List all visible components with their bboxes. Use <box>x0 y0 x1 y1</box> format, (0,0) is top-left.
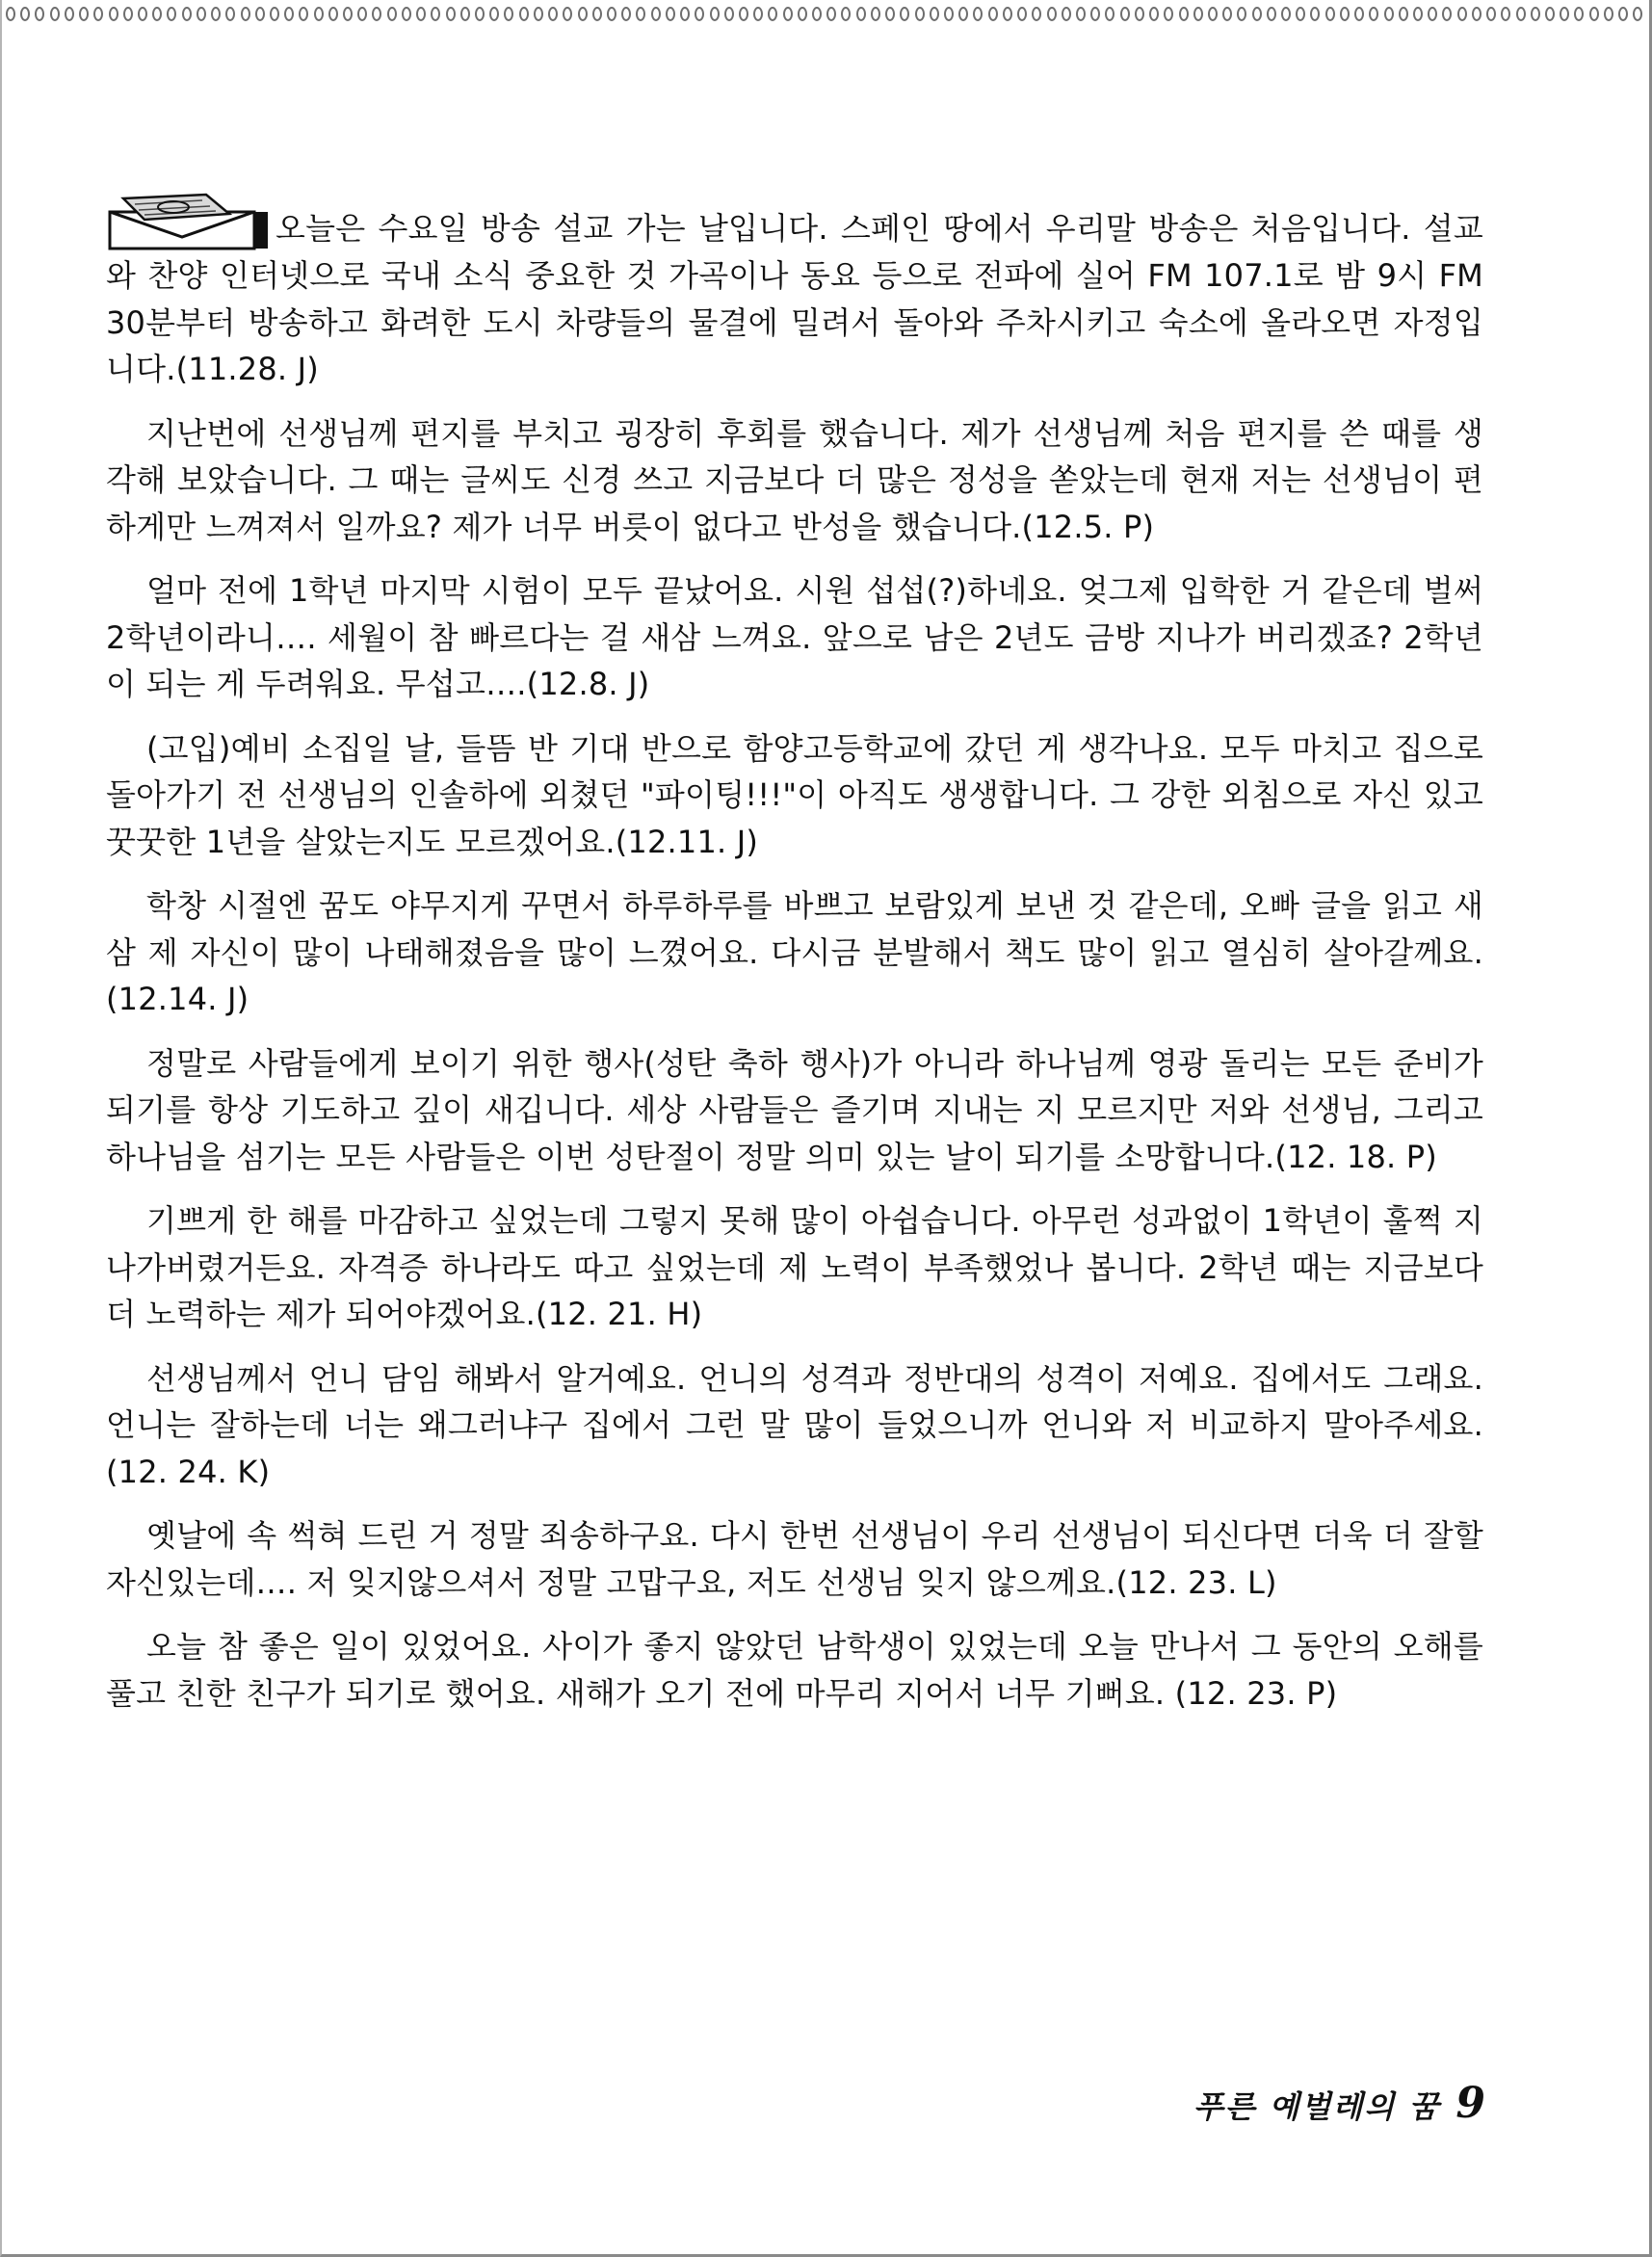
binding-ring <box>1604 7 1613 21</box>
binding-ring <box>431 7 440 21</box>
binding-ring <box>607 7 616 21</box>
binding-ring <box>167 7 176 21</box>
binding-ring <box>475 7 485 21</box>
binding-ring <box>1193 7 1203 21</box>
binding-ring <box>1369 7 1378 21</box>
binding-ring <box>856 7 866 21</box>
paragraph-8: 선생님께서 언니 담임 해봐서 알거예요. 언니의 성격과 정반대의 성격이 저예요. 집에서도 그래요. 언니는 잘하는데 너는 왜그러냐구 집에서 그런 말 많이 들었으니까 언니와 저 비교하지 말아주세요.(12. 24. K) <box>106 1359 1483 1490</box>
binding-ring <box>241 7 250 21</box>
binding-ring <box>621 7 631 21</box>
binding-ring <box>915 7 925 21</box>
binding-ring <box>1413 7 1423 21</box>
binding-ring <box>944 7 954 21</box>
binding-ring <box>255 7 265 21</box>
binding-ring <box>1472 7 1482 21</box>
binding-ring <box>79 7 89 21</box>
binding-ring <box>1574 7 1584 21</box>
paragraph-3: 얼마 전에 1학년 마지막 시험이 모두 끝났어요. 시원 섭섭(?)하네요. 엊그제 입학한 거 같은데 벌써 2학년이라니…. 세월이 참 빠르다는 걸 새삼 느껴요. 앞으로 남은 2년도 금방 지나가 버리겠죠? 2학년이 되는 게 두려워요. 무섭고….(12.8. J) <box>106 572 1483 702</box>
paragraph-6: 정말로 사람들에게 보이기 위한 행사(성탄 축하 행사)가 아니라 하나님께 영광 돌리는 모든 준비가 되기를 항상 기도하고 깊이 새깁니다. 세상 사람들은 즐기며 지내는 지 모르지만 저와 선생님, 그리고 하나님을 섬기는 모든 사람들은 이번 성탄절이 정말 의미 있는 날이 되기를 소망합니다.(12. 18. P) <box>106 1044 1483 1175</box>
binding-ring <box>1399 7 1408 21</box>
binding-ring <box>841 7 851 21</box>
binding-ring <box>1164 7 1173 21</box>
binding-ring <box>680 7 690 21</box>
binding-ring <box>314 7 324 21</box>
binding-ring <box>138 7 147 21</box>
binding-ring <box>1428 7 1437 21</box>
binding-ring <box>372 7 381 21</box>
binding-ring <box>1325 7 1335 21</box>
binding-ring <box>739 7 748 21</box>
binding-ring <box>798 7 807 21</box>
binding-ring <box>636 7 645 21</box>
binding-ring <box>446 7 456 21</box>
binding-ring <box>563 7 572 21</box>
binding-ring <box>123 7 133 21</box>
binding-ring <box>416 7 426 21</box>
binding-ring <box>1486 7 1496 21</box>
binding-ring <box>1618 7 1628 21</box>
binding-ring <box>578 7 588 21</box>
binding-ring <box>284 7 294 21</box>
binding-ring <box>1208 7 1218 21</box>
binding-ring <box>1076 7 1086 21</box>
binding-ring <box>65 7 74 21</box>
paragraph-4: (고입)예비 소집일 날, 들뜸 반 기대 반으로 함양고등학교에 갔던 게 생각나요. 모두 마치고 집으로 돌아가기 전 선생님의 인솔하에 외쳤던 "파이팅!!!"이 아직도 생생합니다. 그 강한 외침으로 자신 있고 꿋꿋한 1년을 살았는지도 모르겠어요.(12.11. J) <box>106 729 1483 860</box>
binding-ring <box>1633 7 1642 21</box>
binding-ring <box>6 7 15 21</box>
paragraph-1 <box>106 193 1483 393</box>
binding-ring <box>519 7 529 21</box>
spiral-binding <box>6 4 1643 23</box>
binding-ring <box>753 7 763 21</box>
binding-ring <box>1531 7 1540 21</box>
binding-ring <box>1296 7 1305 21</box>
binding-ring <box>1310 7 1320 21</box>
binding-ring <box>211 7 221 21</box>
binding-ring <box>783 7 793 21</box>
envelope-icon <box>106 193 272 252</box>
binding-ring <box>988 7 998 21</box>
binding-ring <box>35 7 44 21</box>
binding-ring <box>1003 7 1012 21</box>
binding-ring <box>885 7 895 21</box>
binding-ring <box>826 7 836 21</box>
binding-ring <box>930 7 939 21</box>
binding-ring <box>695 7 704 21</box>
binding-ring <box>357 7 367 21</box>
binding-ring <box>548 7 558 21</box>
binding-ring <box>1384 7 1394 21</box>
binding-ring <box>768 7 777 21</box>
binding-ring <box>1222 7 1232 21</box>
binding-ring <box>270 7 279 21</box>
binding-ring <box>724 7 734 21</box>
page-number: 9 <box>1455 2079 1485 2128</box>
binding-ring <box>20 7 30 21</box>
binding-ring <box>1135 7 1144 21</box>
binding-ring <box>1442 7 1452 21</box>
binding-ring <box>1340 7 1350 21</box>
paragraph-10: 오늘 참 좋은 일이 있었어요. 사이가 좋지 않았던 남학생이 있었는데 오늘 만나서 그 동안의 오해를 풀고 친한 친구가 되기로 했어요. 새해가 오기 전에 마무리 지어서 너무 기뻐요. (12. 23. P) <box>106 1628 1483 1712</box>
binding-ring <box>1457 7 1467 21</box>
binding-ring <box>50 7 60 21</box>
binding-ring <box>1516 7 1526 21</box>
binding-ring <box>504 7 513 21</box>
binding-ring <box>402 7 411 21</box>
binding-ring <box>1062 7 1071 21</box>
binding-ring <box>1017 7 1027 21</box>
binding-ring <box>666 7 675 21</box>
binding-ring <box>1545 7 1555 21</box>
binding-ring <box>1560 7 1569 21</box>
binding-ring <box>651 7 661 21</box>
binding-ring <box>1252 7 1262 21</box>
binding-ring <box>299 7 308 21</box>
binding-ring <box>1589 7 1599 21</box>
binding-ring <box>93 7 103 21</box>
binding-ring <box>534 7 543 21</box>
book-title: 푸른 예벌레의 꿈 <box>1193 2088 1441 2125</box>
binding-ring <box>387 7 397 21</box>
binding-ring <box>1090 7 1100 21</box>
binding-ring <box>1120 7 1130 21</box>
binding-ring <box>1047 7 1057 21</box>
article-body <box>106 193 1483 1734</box>
binding-ring <box>1501 7 1510 21</box>
binding-ring <box>900 7 909 21</box>
binding-ring <box>1354 7 1364 21</box>
binding-ring <box>328 7 338 21</box>
binding-ring <box>1179 7 1189 21</box>
binding-ring <box>958 7 968 21</box>
binding-ring <box>973 7 983 21</box>
binding-ring <box>710 7 720 21</box>
binding-ring <box>812 7 822 21</box>
binding-ring <box>1149 7 1159 21</box>
paragraph-text: 오늘은 수요일 방송 설교 가는 날입니다. 스페인 땅에서 우리말 방송은 처음입니다. 설교와 찬양 인터넷으로 국내 소식 중요한 것 가곡이나 동요 등으로 전파에 실어 FM 107.1로 밤 9시 FM 30분부터 방송하고 화려한 도시 차량들의 물결에 밀려서 돌아와 주차시키고 숙소에 올라오면 자정입니다.(11.28. J) <box>106 210 1483 387</box>
binding-ring <box>1237 7 1246 21</box>
binding-ring <box>1267 7 1276 21</box>
binding-ring <box>225 7 235 21</box>
binding-ring <box>871 7 880 21</box>
binding-ring <box>460 7 470 21</box>
binding-ring <box>152 7 162 21</box>
binding-ring <box>1032 7 1041 21</box>
binding-ring <box>182 7 192 21</box>
binding-ring <box>592 7 602 21</box>
paragraph-5: 학창 시절엔 꿈도 야무지게 꾸면서 하루하루를 바쁘고 보람있게 보낸 것 같은데, 오빠 글을 읽고 새삼 제 자신이 많이 나태해졌음을 많이 느꼈어요. 다시금 분발해서 책도 많이 읽고 열심히 살아갈께요.(12.14. J) <box>106 887 1483 1017</box>
binding-ring <box>109 7 118 21</box>
paragraph-2: 지난번에 선생님께 편지를 부치고 굉장히 후회를 했습니다. 제가 선생님께 처음 편지를 쓴 때를 생각해 보았습니다. 그 때는 글씨도 신경 쓰고 지금보다 더 많은 정성을 쏟았는데 현재 저는 선생님이 편하게만 느껴져서 일까요? 제가 너무 버릇이 없다고 반성을 했습니다.(12.5. P) <box>106 414 1483 545</box>
paragraph-9: 옛날에 속 썩혀 드린 거 정말 죄송하구요. 다시 한번 선생님이 우리 선생님이 되신다면 더욱 더 잘할 자신있는데…. 저 잊지않으셔서 정말 고맙구요, 저도 선생님 잊지 않으께요.(12. 23. L) <box>106 1517 1483 1601</box>
binding-ring <box>1105 7 1114 21</box>
binding-ring <box>197 7 206 21</box>
paragraph-7: 기쁘게 한 해를 마감하고 싶었는데 그렇지 못해 많이 아쉽습니다. 아무런 성과없이 1학년이 훌쩍 지나가버렸거든요. 자격증 하나라도 따고 싶었는데 제 노력이 부족했었나 봅니다. 2학년 때는 지금보다 더 노력하는 제가 되어야겠어요.(12. 21. H) <box>106 1202 1483 1332</box>
binding-ring <box>489 7 499 21</box>
binding-ring <box>1281 7 1291 21</box>
binding-ring <box>343 7 353 21</box>
page-footer <box>1158 2079 1485 2128</box>
